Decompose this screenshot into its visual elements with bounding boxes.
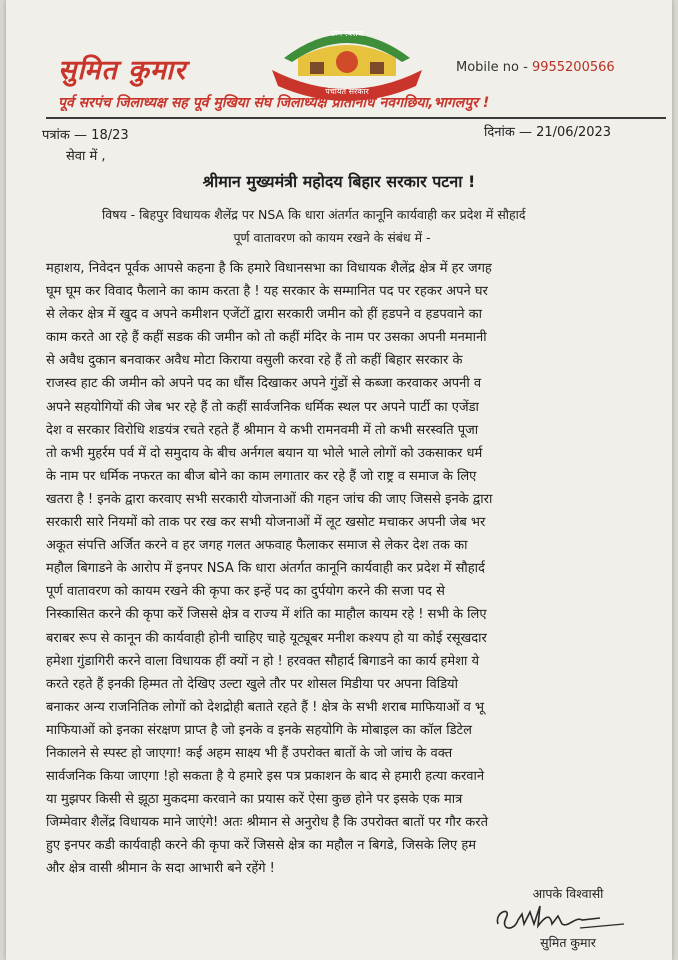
body-line: महाशय, निवेदन पूर्वक आपसे कहना है कि हमारे विधानसभा का विधायक शैलेंद्र क्षेत्र में हर जगह <box>46 261 492 276</box>
body-line: के नाम पर धर्मिक नफरत का बीज बोने का काम लगातार कर रहे हैं जो राष्ट्र व समाज के लिए <box>46 468 477 484</box>
body-line: अपने सहयोगियों की जेब भर रहे हैं तो कहीं सार्वजनिक धर्मिक स्थल पर अपने पार्टी का एजेंडा <box>46 399 479 415</box>
body-line: महौल बिगाडने के आरोप में इनपर NSA कि धारा अंतर्गत कानूनि कार्यवाही कर प्रदेश में सौहार्द <box>46 561 485 577</box>
body-line: और क्षेत्र वासी श्रीमान के सदा आभारी बने रहेंगे ! <box>46 861 275 877</box>
body-line: बनाकर अन्य राजनितिक लोगों को देशद्रोही बताते रहते हैं ! क्षेत्र के सभी शराब माफियाओं व भू <box>46 699 485 715</box>
logo-bottom-text: पंचायत सरकार <box>325 87 369 96</box>
body-line: देश व सरकार विरोधि शडयंत्र रचते रहते हैं श्रीमान ये कभी रामनवमी में तो कभी सरस्वति पूजा <box>46 422 479 438</box>
body-line: हुए इनपर कडी कार्यवाही करने की कृपा करें जिससे क्षेत्र का महौल न बिगडे, जिसके लिए हम <box>46 838 477 854</box>
body-line: घूम घूम कर विवाद फैलाने का काम करता है ! यह सरकार के सम्मानित पद पर रहकर अपने घर <box>46 284 488 300</box>
body-line: तो कभी मुहर्रम पर्व में दो समुदाय के बीच अर्नगल बयान या भोले भाले लोगों को उकसाकर धर्म <box>46 445 483 461</box>
body-line: हमेशा गुंडागिरी करने वाला विधायक हीं क्यों न हो ! हरवक्त सौहार्द बिगाडने का कार्य हमेशा ये <box>46 653 480 669</box>
body-line: से अवैध दुकान बनवाकर अवैध मोटा किराया वसुली करवा रहे हैं तो कहीं बिहार सरकार के <box>46 353 463 369</box>
letter-page <box>6 0 672 960</box>
addressee: श्रीमान मुख्यमंत्री महोदय बिहार सरकार पटना ! <box>202 172 476 191</box>
logo-top-text: ग्राम स्वराज <box>330 29 364 38</box>
letterhead-name: सुमित कुमार <box>58 55 187 86</box>
body-line: से लेकर क्षेत्र में खुद व अपने कमीशन एजेंटों द्वारा सरकारी जमीन को हीं हडपने व हडपवाने का <box>46 307 483 323</box>
mobile-number <box>456 60 615 75</box>
gram-swaraj-logo <box>264 18 430 102</box>
subject-line-1: विषय - बिहपुर विधायक शैलेंद्र पर NSA कि धारा अंतर्गत कानूनि कार्यवाही कर प्रदेश में सौहार्द <box>102 207 526 222</box>
header-divider <box>46 117 666 119</box>
body-line: काम करते आ रहे हैं कहीं सडक की जमीन को तो कहीं मंदिर के नाम पर उसका अपनी मनमानी <box>46 330 487 346</box>
body-line: माफियाओं को इनका संरक्षण प्राप्त है जो इनके व इनके सहयोगि के मोबाइल का कॉल डिटेल <box>46 722 472 738</box>
body-line: सार्वजनिक किया जाएगा !हो सकता है ये हमारे इस पत्र प्रकाशन के बाद से हमारी हत्या करवाने <box>46 769 485 785</box>
body-line: करते रहते हैं इनकी हिम्मत तो देखिए उल्टा खुले तौर पर शोसल मिडीया पर अपना विडियो <box>46 676 458 692</box>
signed-name: सुमित कुमार <box>540 935 596 950</box>
closing-line: आपके विश्वासी <box>532 886 604 901</box>
body-line: बराबर रूप से कानून की कार्यवाही होनी चाहिए चाहे यूट्यूबर मनीश कश्यप हो या कोई रसूखदार <box>46 630 487 646</box>
body-line: जिम्मेवार शैलेंद्र विधायक माने जाएंगे! अतः श्रीमान से अनुरोध है कि उपरोक्त बातों पर गौर करते <box>46 815 489 831</box>
body-line: या मुझपर किसी से झूठा मुकदमा करवाने का प्रयास करें ऐसा कुछ होने पर इसके एक मात्र <box>46 792 463 808</box>
salutation-sewa: सेवा में , <box>66 149 106 164</box>
subject-line-2: पूर्ण वातावरण को कायम रखने के संबंध में - <box>233 230 431 245</box>
subject <box>102 203 622 249</box>
body-line: पूर्ण वातावरण को कायम रखने की कृपा कर इन्हें पद का दुर्पयोग करने की सजा पद से <box>46 584 445 600</box>
letter-date: दिनांक — 21/06/2023 <box>484 125 612 140</box>
mobile-value: 9955200566 <box>531 60 615 75</box>
reference-number: पत्रांक — 18/23 <box>42 128 129 143</box>
letterhead-subtitle: पूर्व सरपंच जिलाध्यक्ष सह पूर्व मुखिया संघ जिलाध्यक्ष प्रतिनिधि नवगछिया,भागलपुर ! <box>58 95 490 111</box>
letter-body <box>46 257 492 881</box>
body-line: सरकारी सारे नियमों को ताक पर रख कर सभी योजनाओं में लूट खसोट मचाकर अपनी जेब भर <box>46 515 486 531</box>
body-line: निस्कासित करने की कृपा करें जिससे क्षेत्र व राज्य में शंति का माहौल कायम रहे ! सभी के लिए <box>46 607 487 623</box>
body-line: निकालने से स्पस्ट हो जाएगा! कई अहम साक्ष्य भी हैं उपरोक्त बातों के जो जांच के वक्त <box>46 745 453 761</box>
mobile-label: Mobile no - <box>456 60 532 75</box>
body-line: खतरा है ! इनके द्वारा करवाए सभी सरकारी योजनाओं की गहन जांच की जाए जिससे इनके द्वारा <box>46 491 493 507</box>
body-line: राजस्व हाट की जमीन को अपने पद का धौंस दिखाकर अपने गुंडों से कब्जा करवाकर अपनी व <box>46 376 482 392</box>
body-line: अकूत संपत्ति अर्जित करने व हर जगह गलत अफवाह फैलाकर समाज से लेकर देश तक का <box>46 538 468 554</box>
handwritten-signature <box>492 898 632 936</box>
